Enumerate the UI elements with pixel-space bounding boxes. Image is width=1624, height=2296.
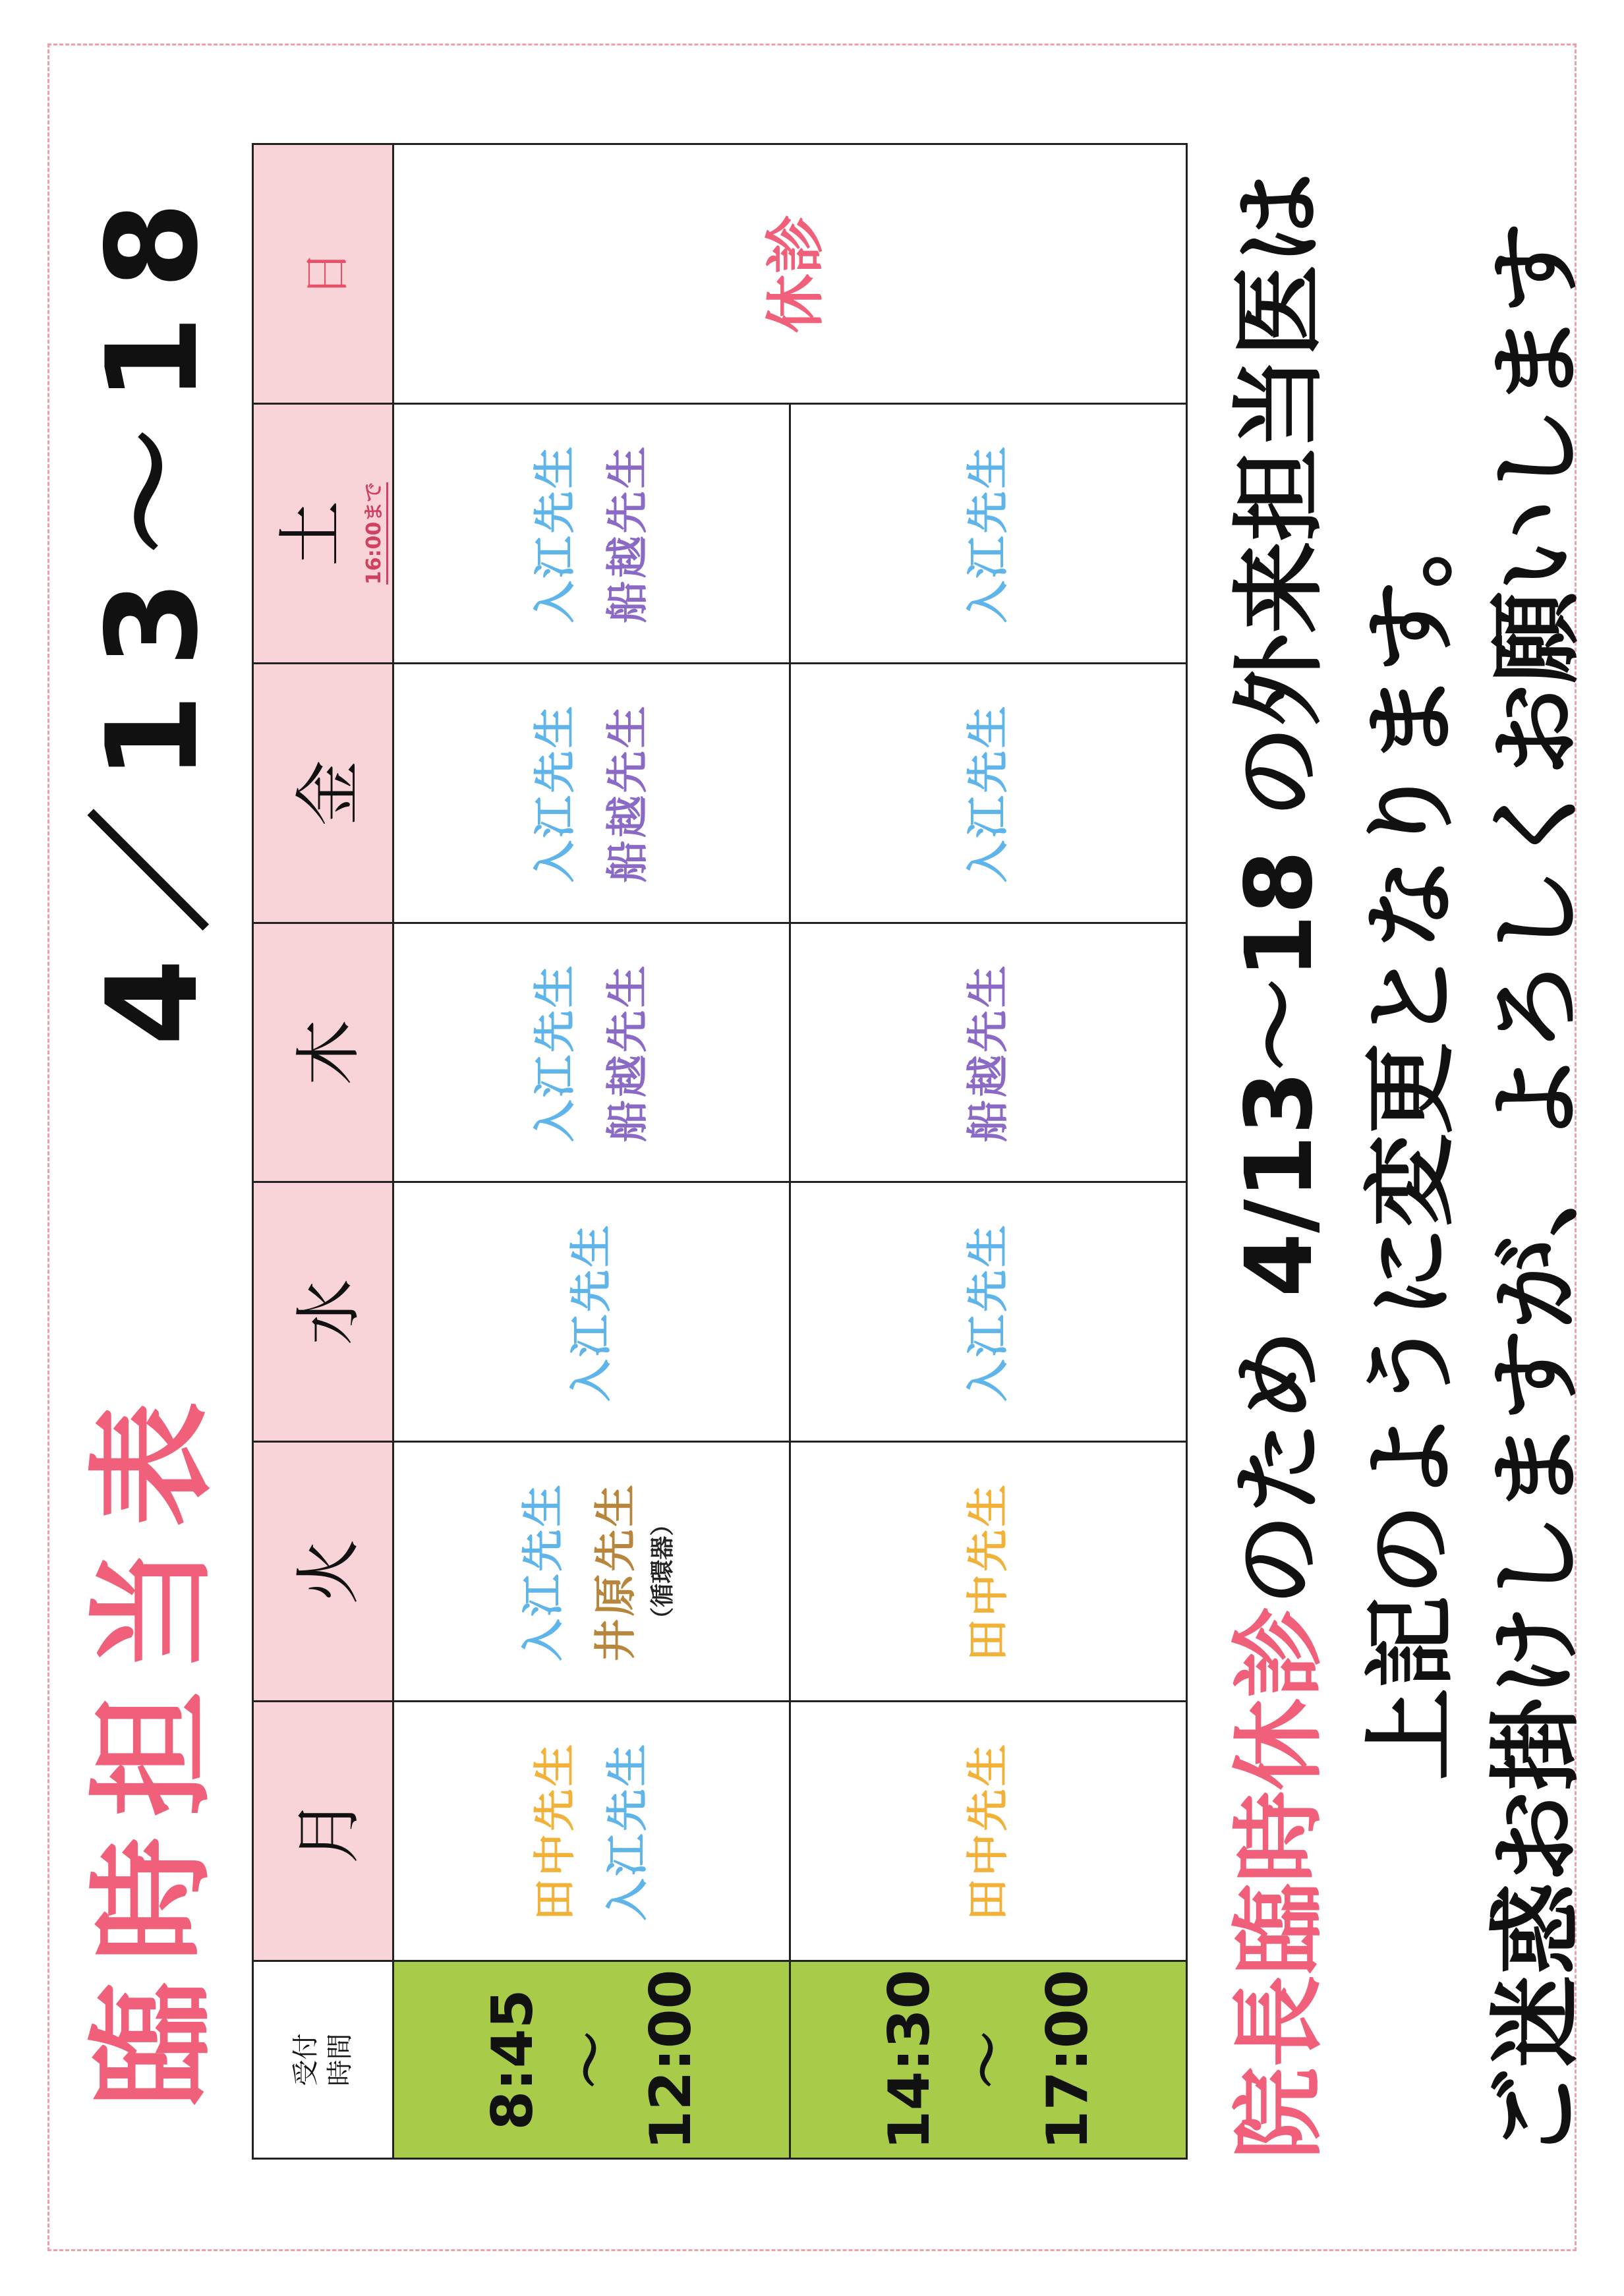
doctor: 入江先生 (603, 1741, 652, 1921)
afternoon-time-sep: 〜 (955, 2031, 1022, 2088)
morning-time-sep: 〜 (558, 2031, 625, 2088)
doctor: 入江先生 (531, 444, 580, 623)
rotated-content (54, 44, 1590, 2252)
cell-mon-am (393, 1702, 790, 1961)
cell-tue-pm (790, 1442, 1187, 1702)
message-highlight: 院長臨時休診 (1226, 1605, 1333, 2160)
doctor: 入江先生 (519, 1481, 568, 1661)
cell-thu-pm (790, 923, 1187, 1182)
message-line-3: ご迷惑お掛けしますが、よろしくお願いします (1483, 221, 1590, 2160)
doctor: 入江先生 (531, 963, 580, 1143)
morning-time (393, 1961, 790, 2159)
day-sun: 日 (253, 144, 393, 404)
doctor: 田中先生 (964, 1481, 1013, 1661)
cell-wed-am (393, 1182, 790, 1442)
message-line-2: 上記のように変更となります。 (1358, 496, 1465, 1781)
doctor: 船越先生 (603, 444, 652, 623)
sunday-closed: 休診 (393, 144, 1187, 404)
saturday-note: 16:00まで (357, 482, 388, 585)
page-title: 臨時担当表 (80, 1381, 225, 2107)
afternoon-time-end: 17:00 (1034, 1969, 1101, 2150)
day-mon: 月 (253, 1702, 393, 1961)
afternoon-row (790, 144, 1187, 2159)
doctor: 入江先生 (964, 703, 1013, 883)
morning-time-end: 12:00 (637, 1969, 704, 2150)
day-sat-label: 土 (272, 500, 350, 567)
doctor: 入江先生 (964, 1222, 1013, 1402)
time-header (253, 1961, 393, 2159)
time-header-line-2: 時間 (325, 2033, 355, 2086)
morning-row (393, 144, 790, 2159)
cell-tue-am (393, 1442, 790, 1702)
doctor: 入江先生 (567, 1222, 616, 1402)
message-line-1 (1214, 0, 1346, 2160)
cell-mon-pm (790, 1702, 1187, 1961)
doctor-specialty: （循環器） (649, 1512, 676, 1631)
day-thu: 木 (253, 923, 393, 1182)
doctor: 井原先生 (591, 1481, 641, 1661)
day-tue: 火 (253, 1442, 393, 1702)
cell-wed-pm (790, 1182, 1187, 1442)
schedule-table (252, 143, 1188, 2160)
doctor: 入江先生 (964, 444, 1013, 623)
cell-sat-pm (790, 403, 1187, 663)
morning-time-start: 8:45 (479, 1989, 546, 2131)
day-sat (253, 403, 393, 663)
date-range: 4／13〜18 (80, 175, 225, 1046)
afternoon-time (790, 1961, 1187, 2159)
title-row (67, 44, 239, 2252)
cell-thu-am (393, 923, 790, 1182)
day-wed: 水 (253, 1182, 393, 1442)
doctor: 船越先生 (964, 963, 1013, 1143)
afternoon-time-start: 14:30 (876, 1969, 942, 2150)
cell-sat-am (393, 403, 790, 663)
cell-fri-am (393, 663, 790, 923)
doctor: 船越先生 (603, 963, 652, 1143)
header-row (253, 144, 393, 2159)
doctor: 船越先生 (603, 703, 652, 883)
doctor: 田中先生 (964, 1741, 1013, 1921)
time-header-line-1: 受付 (291, 2033, 321, 2086)
day-fri: 金 (253, 663, 393, 923)
cell-fri-pm (790, 663, 1187, 923)
doctor: 入江先生 (531, 703, 580, 883)
message-line-1-rest: のため 4/13〜18 の外来担当医は (1226, 172, 1333, 1606)
doctor: 田中先生 (531, 1741, 580, 1921)
